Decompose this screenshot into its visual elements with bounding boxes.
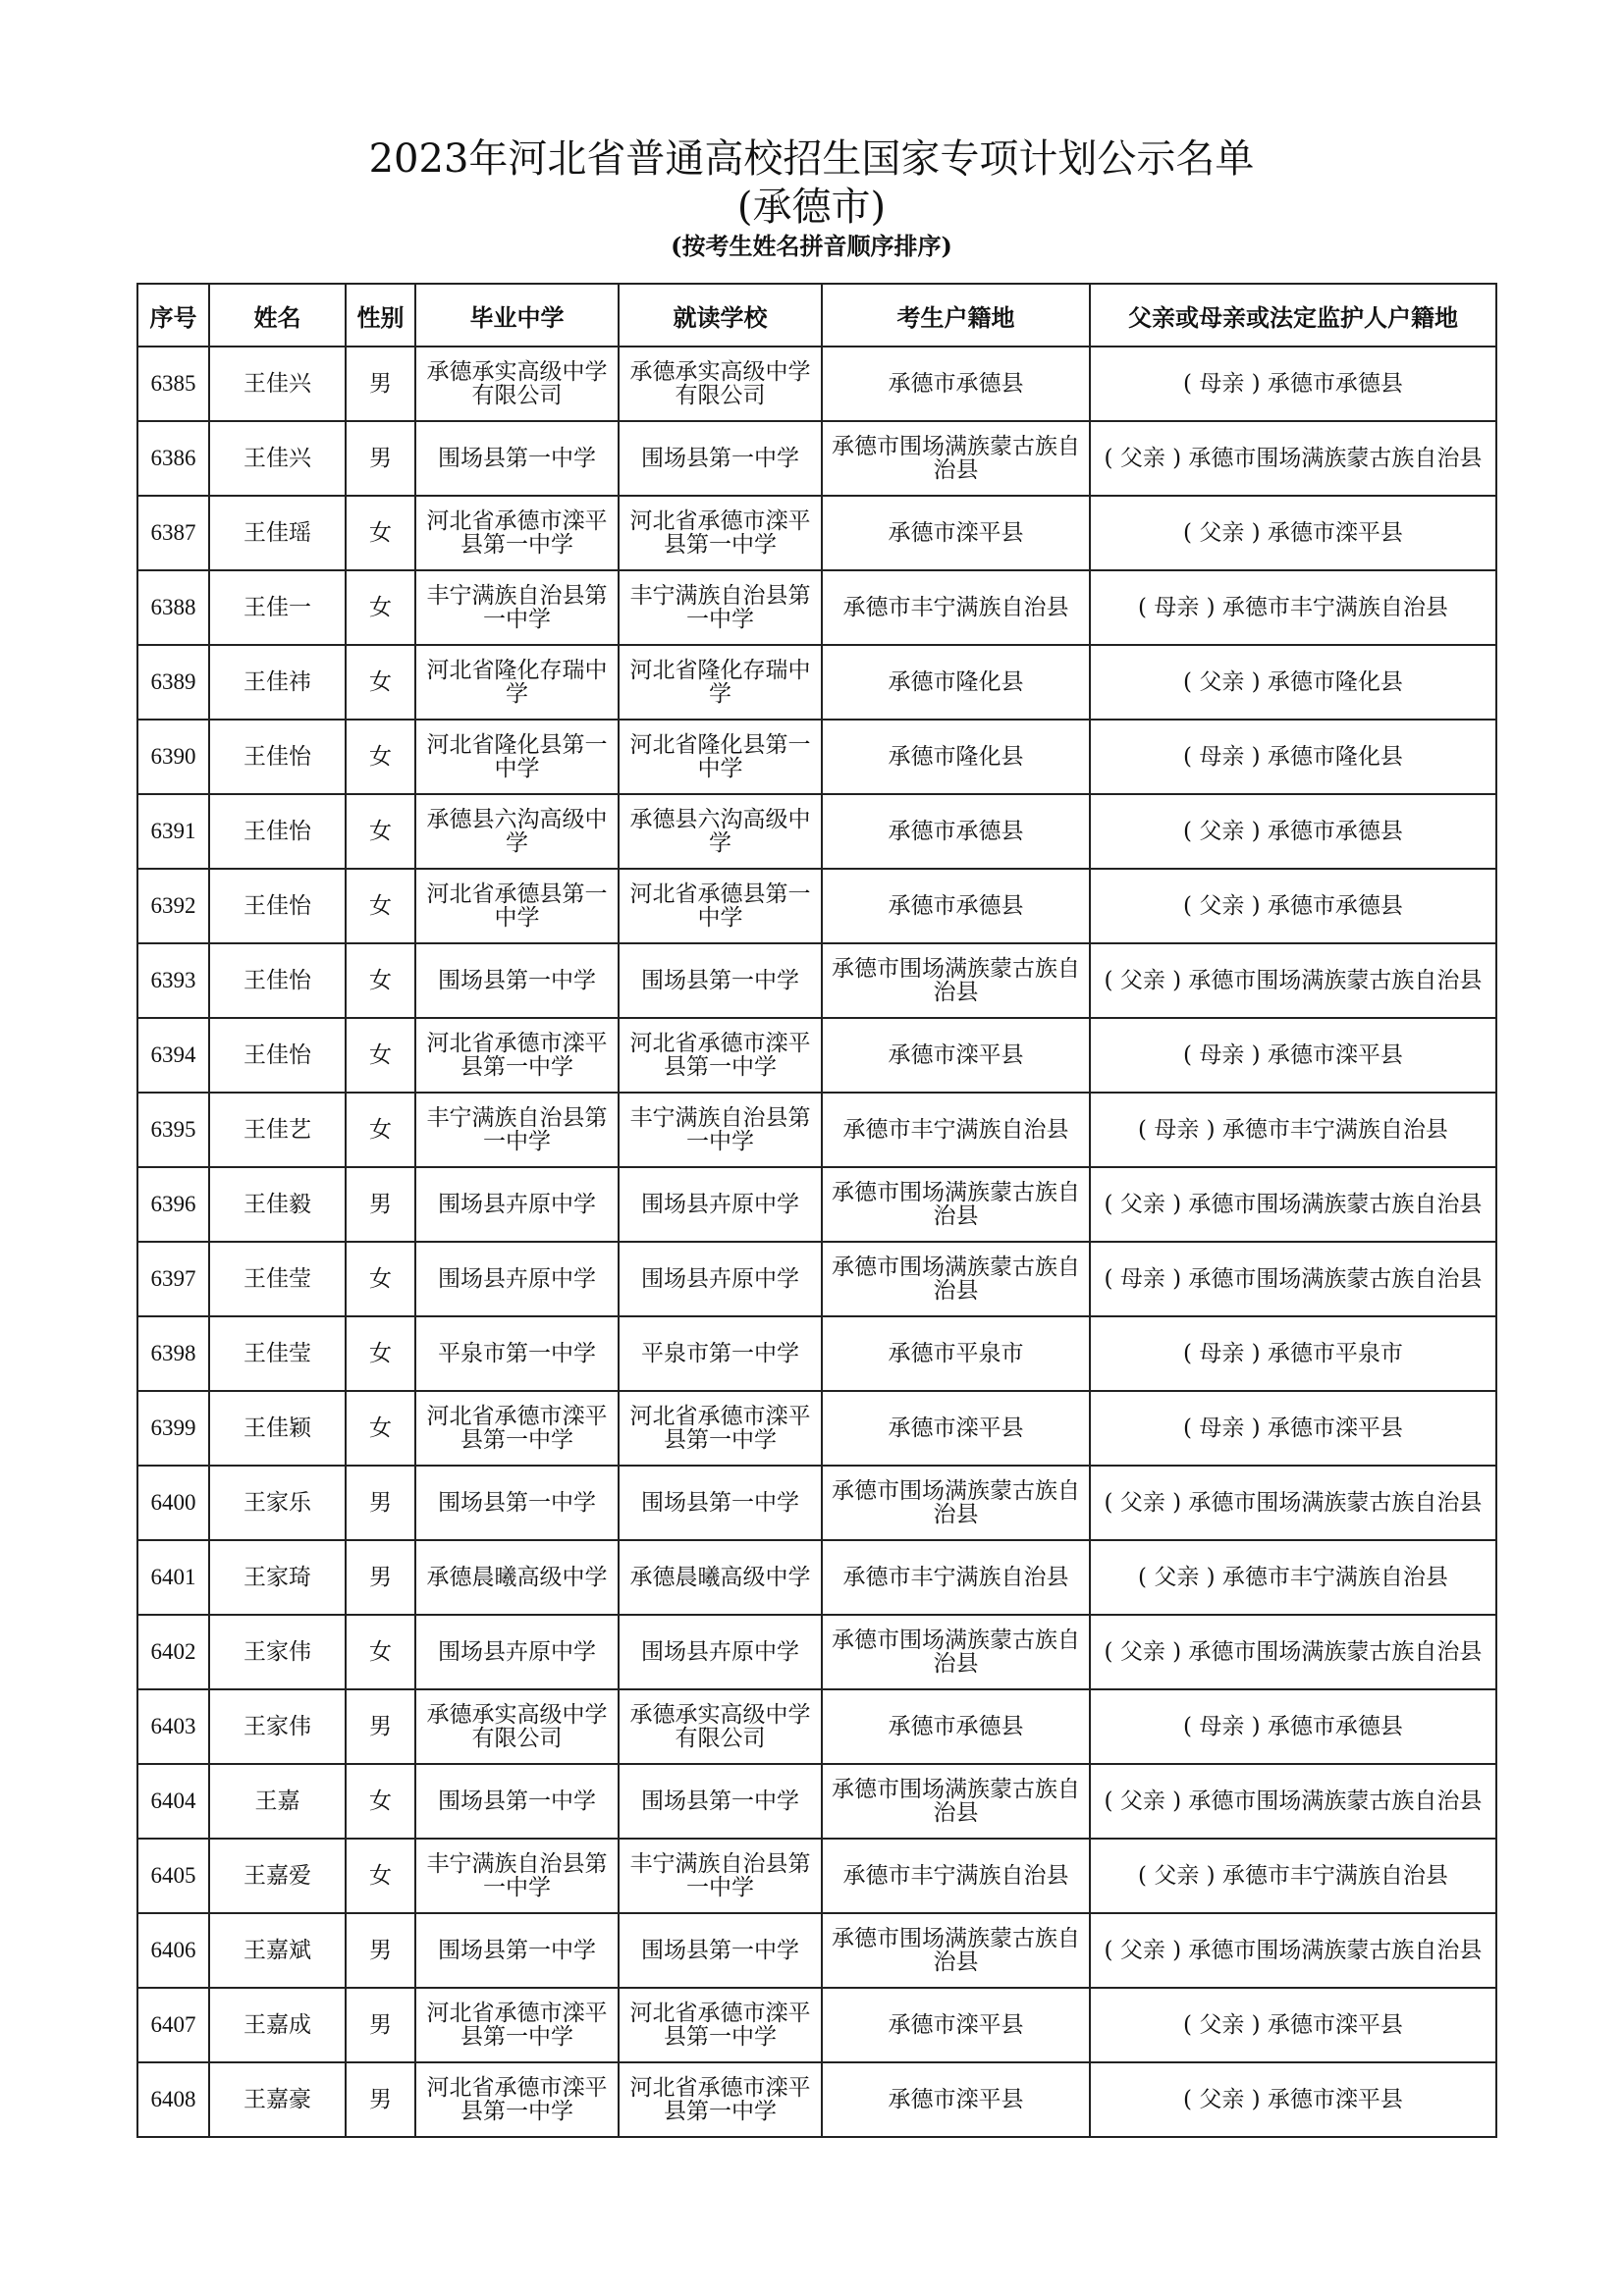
cell-grad-school: 围场县第一中学 xyxy=(415,421,619,496)
cell-name: 王佳颖 xyxy=(209,1391,346,1466)
cell-guardian-household: ( 父亲 ) 承德市滦平县 xyxy=(1090,496,1496,570)
cell-name: 王佳一 xyxy=(209,570,346,645)
table-row xyxy=(137,570,1496,645)
cell-seq: 6398 xyxy=(137,1316,209,1391)
cell-household: 承德市隆化县 xyxy=(822,720,1090,794)
cell-name: 王佳怡 xyxy=(209,1018,346,1093)
cell-current-school: 河北省承德市滦平县第一中学 xyxy=(619,1391,822,1466)
cell-gender: 女 xyxy=(346,1242,415,1316)
sort-note: (按考生姓名拼音顺序排序) xyxy=(671,232,952,260)
cell-current-school: 河北省承德市滦平县第一中学 xyxy=(619,1988,822,2062)
cell-household: 承德市丰宁满族自治县 xyxy=(822,1839,1090,1913)
table-row xyxy=(137,1988,1496,2062)
cell-household: 承德市围场满族蒙古族自治县 xyxy=(822,943,1090,1018)
cell-guardian-household: ( 母亲 ) 承德市承德县 xyxy=(1090,1689,1496,1764)
cell-grad-school: 围场县第一中学 xyxy=(415,1764,619,1839)
cell-household: 承德市滦平县 xyxy=(822,1391,1090,1466)
cell-seq: 6400 xyxy=(137,1466,209,1540)
cell-grad-school: 河北省隆化县第一中学 xyxy=(415,720,619,794)
cell-guardian-household: ( 父亲 ) 承德市围场满族蒙古族自治县 xyxy=(1090,1466,1496,1540)
table-row xyxy=(137,421,1496,496)
header-name: 姓名 xyxy=(209,284,346,347)
cell-household: 承德市围场满族蒙古族自治县 xyxy=(822,1466,1090,1540)
table-row xyxy=(137,1615,1496,1689)
header-current-school: 就读学校 xyxy=(619,284,822,347)
cell-grad-school: 围场县卉原中学 xyxy=(415,1615,619,1689)
cell-grad-school: 围场县卉原中学 xyxy=(415,1167,619,1242)
cell-name: 王佳祎 xyxy=(209,645,346,720)
cell-gender: 女 xyxy=(346,794,415,869)
cell-seq: 6394 xyxy=(137,1018,209,1093)
cell-current-school: 丰宁满族自治县第一中学 xyxy=(619,1093,822,1167)
cell-current-school: 承德承实高级中学有限公司 xyxy=(619,1689,822,1764)
cell-seq: 6390 xyxy=(137,720,209,794)
cell-name: 王嘉成 xyxy=(209,1988,346,2062)
cell-current-school: 河北省承德市滦平县第一中学 xyxy=(619,2062,822,2137)
cell-grad-school: 河北省承德市滦平县第一中学 xyxy=(415,2062,619,2137)
cell-name: 王家琦 xyxy=(209,1540,346,1615)
cell-name: 王嘉 xyxy=(209,1764,346,1839)
cell-guardian-household: ( 母亲 ) 承德市承德县 xyxy=(1090,347,1496,421)
cell-gender: 男 xyxy=(346,347,415,421)
cell-current-school: 围场县卉原中学 xyxy=(619,1167,822,1242)
cell-seq: 6397 xyxy=(137,1242,209,1316)
cell-gender: 男 xyxy=(346,1988,415,2062)
cell-guardian-household: ( 母亲 ) 承德市滦平县 xyxy=(1090,1391,1496,1466)
cell-gender: 女 xyxy=(346,645,415,720)
cell-current-school: 承德承实高级中学有限公司 xyxy=(619,347,822,421)
cell-seq: 6402 xyxy=(137,1615,209,1689)
cell-gender: 女 xyxy=(346,720,415,794)
cell-name: 王家乐 xyxy=(209,1466,346,1540)
table-row xyxy=(137,1167,1496,1242)
cell-guardian-household: ( 父亲 ) 承德市围场满族蒙古族自治县 xyxy=(1090,1615,1496,1689)
cell-seq: 6388 xyxy=(137,570,209,645)
cell-guardian-household: ( 父亲 ) 承德市滦平县 xyxy=(1090,2062,1496,2137)
cell-guardian-household: ( 父亲 ) 承德市隆化县 xyxy=(1090,645,1496,720)
cell-grad-school: 承德县六沟高级中学 xyxy=(415,794,619,869)
cell-gender: 女 xyxy=(346,1615,415,1689)
cell-grad-school: 河北省承德市滦平县第一中学 xyxy=(415,1988,619,2062)
cell-name: 王佳兴 xyxy=(209,421,346,496)
cell-name: 王佳怡 xyxy=(209,943,346,1018)
cell-current-school: 河北省承德市滦平县第一中学 xyxy=(619,1018,822,1093)
cell-guardian-household: ( 父亲 ) 承德市丰宁满族自治县 xyxy=(1090,1839,1496,1913)
roster-table xyxy=(136,283,1497,2138)
cell-grad-school: 围场县第一中学 xyxy=(415,1913,619,1988)
table-row xyxy=(137,347,1496,421)
cell-household: 承德市平泉市 xyxy=(822,1316,1090,1391)
cell-name: 王佳毅 xyxy=(209,1167,346,1242)
cell-household: 承德市滦平县 xyxy=(822,2062,1090,2137)
cell-guardian-household: ( 母亲 ) 承德市围场满族蒙古族自治县 xyxy=(1090,1242,1496,1316)
cell-grad-school: 丰宁满族自治县第一中学 xyxy=(415,1839,619,1913)
cell-seq: 6406 xyxy=(137,1913,209,1988)
cell-current-school: 围场县第一中学 xyxy=(619,1913,822,1988)
cell-household: 承德市围场满族蒙古族自治县 xyxy=(822,1615,1090,1689)
cell-current-school: 承德县六沟高级中学 xyxy=(619,794,822,869)
cell-gender: 女 xyxy=(346,869,415,943)
cell-seq: 6401 xyxy=(137,1540,209,1615)
table-row xyxy=(137,2062,1496,2137)
table-row xyxy=(137,645,1496,720)
table-row xyxy=(137,1391,1496,1466)
cell-seq: 6407 xyxy=(137,1988,209,2062)
cell-household: 承德市围场满族蒙古族自治县 xyxy=(822,1167,1090,1242)
cell-guardian-household: ( 父亲 ) 承德市围场满族蒙古族自治县 xyxy=(1090,1167,1496,1242)
cell-current-school: 围场县卉原中学 xyxy=(619,1615,822,1689)
cell-gender: 女 xyxy=(346,1018,415,1093)
header-seq: 序号 xyxy=(137,284,209,347)
cell-grad-school: 河北省承德市滦平县第一中学 xyxy=(415,496,619,570)
cell-seq: 6386 xyxy=(137,421,209,496)
cell-seq: 6395 xyxy=(137,1093,209,1167)
cell-current-school: 河北省承德县第一中学 xyxy=(619,869,822,943)
cell-current-school: 围场县卉原中学 xyxy=(619,1242,822,1316)
table-row xyxy=(137,1839,1496,1913)
cell-name: 王嘉豪 xyxy=(209,2062,346,2137)
cell-guardian-household: ( 父亲 ) 承德市承德县 xyxy=(1090,794,1496,869)
cell-name: 王佳瑶 xyxy=(209,496,346,570)
cell-grad-school: 围场县第一中学 xyxy=(415,943,619,1018)
cell-gender: 女 xyxy=(346,1316,415,1391)
cell-grad-school: 河北省隆化存瑞中学 xyxy=(415,645,619,720)
cell-grad-school: 围场县第一中学 xyxy=(415,1466,619,1540)
table-row xyxy=(137,1540,1496,1615)
cell-household: 承德市围场满族蒙古族自治县 xyxy=(822,1764,1090,1839)
cell-household: 承德市滦平县 xyxy=(822,496,1090,570)
cell-household: 承德市隆化县 xyxy=(822,645,1090,720)
table-row xyxy=(137,1316,1496,1391)
cell-grad-school: 承德承实高级中学有限公司 xyxy=(415,347,619,421)
cell-household: 承德市承德县 xyxy=(822,347,1090,421)
table-row xyxy=(137,1764,1496,1839)
cell-gender: 女 xyxy=(346,943,415,1018)
cell-guardian-household: ( 父亲 ) 承德市围场满族蒙古族自治县 xyxy=(1090,421,1496,496)
cell-seq: 6404 xyxy=(137,1764,209,1839)
document-subtitle: (承德市) xyxy=(736,185,887,230)
cell-name: 王佳怡 xyxy=(209,794,346,869)
cell-gender: 男 xyxy=(346,2062,415,2137)
cell-seq: 6387 xyxy=(137,496,209,570)
cell-current-school: 围场县第一中学 xyxy=(619,1764,822,1839)
cell-household: 承德市滦平县 xyxy=(822,1018,1090,1093)
cell-gender: 男 xyxy=(346,1689,415,1764)
header-grad-school: 毕业中学 xyxy=(415,284,619,347)
cell-grad-school: 承德晨曦高级中学 xyxy=(415,1540,619,1615)
cell-grad-school: 丰宁满族自治县第一中学 xyxy=(415,570,619,645)
cell-gender: 女 xyxy=(346,1391,415,1466)
cell-name: 王佳怡 xyxy=(209,869,346,943)
table-row xyxy=(137,1242,1496,1316)
cell-name: 王嘉爱 xyxy=(209,1839,346,1913)
cell-guardian-household: ( 父亲 ) 承德市围场满族蒙古族自治县 xyxy=(1090,943,1496,1018)
table-row xyxy=(137,1093,1496,1167)
cell-household: 承德市围场满族蒙古族自治县 xyxy=(822,421,1090,496)
cell-guardian-household: ( 父亲 ) 承德市滦平县 xyxy=(1090,1988,1496,2062)
cell-name: 王佳艺 xyxy=(209,1093,346,1167)
cell-name: 王佳怡 xyxy=(209,720,346,794)
cell-grad-school: 丰宁满族自治县第一中学 xyxy=(415,1093,619,1167)
cell-seq: 6405 xyxy=(137,1839,209,1913)
cell-grad-school: 承德承实高级中学有限公司 xyxy=(415,1689,619,1764)
cell-current-school: 承德晨曦高级中学 xyxy=(619,1540,822,1615)
cell-gender: 女 xyxy=(346,570,415,645)
cell-guardian-household: ( 母亲 ) 承德市平泉市 xyxy=(1090,1316,1496,1391)
cell-name: 王家伟 xyxy=(209,1615,346,1689)
document-title: 2023年河北省普通高校招生国家专项计划公示名单 xyxy=(368,136,1255,182)
header-household: 考生户籍地 xyxy=(822,284,1090,347)
cell-name: 王嘉斌 xyxy=(209,1913,346,1988)
cell-current-school: 围场县第一中学 xyxy=(619,943,822,1018)
cell-gender: 男 xyxy=(346,1466,415,1540)
cell-name: 王家伟 xyxy=(209,1689,346,1764)
cell-grad-school: 平泉市第一中学 xyxy=(415,1316,619,1391)
table-row xyxy=(137,720,1496,794)
cell-current-school: 河北省承德市滦平县第一中学 xyxy=(619,496,822,570)
cell-current-school: 丰宁满族自治县第一中学 xyxy=(619,570,822,645)
cell-name: 王佳莹 xyxy=(209,1316,346,1391)
cell-seq: 6392 xyxy=(137,869,209,943)
cell-household: 承德市承德县 xyxy=(822,1689,1090,1764)
cell-guardian-household: ( 父亲 ) 承德市承德县 xyxy=(1090,869,1496,943)
cell-seq: 6399 xyxy=(137,1391,209,1466)
cell-gender: 女 xyxy=(346,1764,415,1839)
cell-household: 承德市围场满族蒙古族自治县 xyxy=(822,1242,1090,1316)
cell-seq: 6389 xyxy=(137,645,209,720)
cell-gender: 男 xyxy=(346,1540,415,1615)
cell-seq: 6391 xyxy=(137,794,209,869)
cell-guardian-household: ( 父亲 ) 承德市丰宁满族自治县 xyxy=(1090,1540,1496,1615)
table-row xyxy=(137,1913,1496,1988)
cell-current-school: 河北省隆化存瑞中学 xyxy=(619,645,822,720)
cell-gender: 女 xyxy=(346,496,415,570)
cell-grad-school: 河北省承德县第一中学 xyxy=(415,869,619,943)
cell-seq: 6408 xyxy=(137,2062,209,2137)
cell-household: 承德市承德县 xyxy=(822,794,1090,869)
header-guardian-household: 父亲或母亲或法定监护人户籍地 xyxy=(1090,284,1496,347)
table-header-row xyxy=(137,284,1496,347)
cell-household: 承德市丰宁满族自治县 xyxy=(822,570,1090,645)
table-row xyxy=(137,794,1496,869)
cell-grad-school: 围场县卉原中学 xyxy=(415,1242,619,1316)
cell-current-school: 平泉市第一中学 xyxy=(619,1316,822,1391)
cell-household: 承德市围场满族蒙古族自治县 xyxy=(822,1913,1090,1988)
cell-grad-school: 河北省承德市滦平县第一中学 xyxy=(415,1391,619,1466)
cell-seq: 6403 xyxy=(137,1689,209,1764)
cell-gender: 男 xyxy=(346,1913,415,1988)
cell-household: 承德市丰宁满族自治县 xyxy=(822,1093,1090,1167)
cell-grad-school: 河北省承德市滦平县第一中学 xyxy=(415,1018,619,1093)
cell-gender: 男 xyxy=(346,421,415,496)
cell-seq: 6396 xyxy=(137,1167,209,1242)
table-row xyxy=(137,1018,1496,1093)
cell-gender: 女 xyxy=(346,1093,415,1167)
cell-guardian-household: ( 母亲 ) 承德市丰宁满族自治县 xyxy=(1090,1093,1496,1167)
table-row xyxy=(137,869,1496,943)
cell-guardian-household: ( 父亲 ) 承德市围场满族蒙古族自治县 xyxy=(1090,1913,1496,1988)
cell-seq: 6385 xyxy=(137,347,209,421)
cell-gender: 男 xyxy=(346,1167,415,1242)
cell-name: 王佳兴 xyxy=(209,347,346,421)
cell-current-school: 河北省隆化县第一中学 xyxy=(619,720,822,794)
cell-guardian-household: ( 母亲 ) 承德市滦平县 xyxy=(1090,1018,1496,1093)
cell-household: 承德市滦平县 xyxy=(822,1988,1090,2062)
table-row xyxy=(137,1689,1496,1764)
table-row xyxy=(137,1466,1496,1540)
cell-household: 承德市丰宁满族自治县 xyxy=(822,1540,1090,1615)
cell-guardian-household: ( 母亲 ) 承德市隆化县 xyxy=(1090,720,1496,794)
cell-household: 承德市承德县 xyxy=(822,869,1090,943)
header-gender: 性别 xyxy=(346,284,415,347)
cell-gender: 女 xyxy=(346,1839,415,1913)
cell-name: 王佳莹 xyxy=(209,1242,346,1316)
table-row xyxy=(137,943,1496,1018)
cell-current-school: 围场县第一中学 xyxy=(619,421,822,496)
cell-guardian-household: ( 母亲 ) 承德市丰宁满族自治县 xyxy=(1090,570,1496,645)
cell-seq: 6393 xyxy=(137,943,209,1018)
cell-current-school: 丰宁满族自治县第一中学 xyxy=(619,1839,822,1913)
cell-current-school: 围场县第一中学 xyxy=(619,1466,822,1540)
table-row xyxy=(137,496,1496,570)
cell-guardian-household: ( 父亲 ) 承德市围场满族蒙古族自治县 xyxy=(1090,1764,1496,1839)
